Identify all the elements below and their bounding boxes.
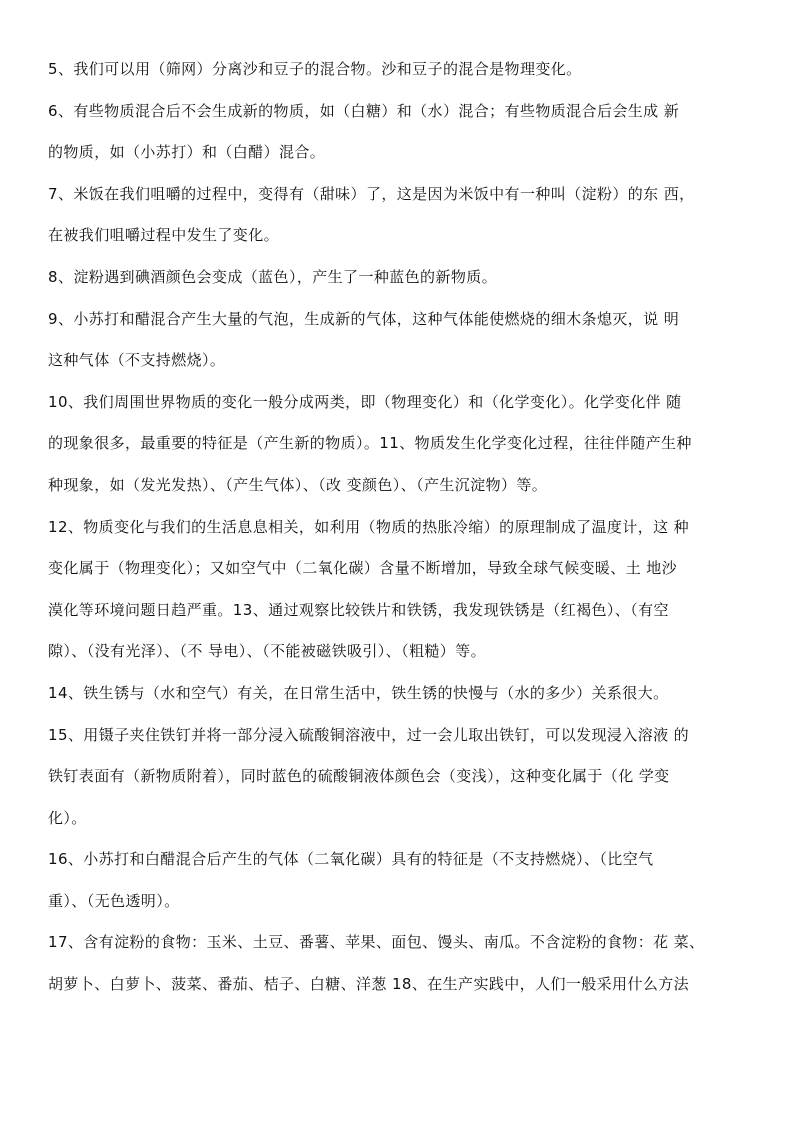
text-line: 重）、（无色透明）。 (48, 891, 180, 910)
text-line: 5、我们可以用（筛网）分离沙和豆子的混合物。沙和豆子的混合是物理变化。 (48, 60, 582, 78)
text-line: 16、小苏打和白醋混合后产生的气体（二氧化碳）具有的特征是（不支持燃烧）、（比空气 (48, 850, 654, 869)
text-line: 在被我们咀嚼过程中发生了变化。 (48, 226, 280, 245)
text-line: 8、淀粉遇到碘酒颜色会变成（蓝色），产生了一种蓝色的新物质。 (48, 267, 498, 286)
text-line: 6、有些物质混合后不会生成新的物质，如（白糖）和（水）混合；有些物质混合后会生成 新 (48, 101, 680, 120)
text-line: 7、米饭在我们咀嚼的过程中，变得有（甜味）了，这是因为米饭中有一种叫（淀粉）的东 西， (48, 184, 695, 203)
text-line: 化）。 (48, 808, 87, 827)
text-line: 的物质，如（小苏打）和（白醋）混合。 (48, 143, 326, 162)
text-line: 12、物质变化与我们的生活息息相关，如利用（物质的热胀冷缩）的原理制成了温度计，这 种 (48, 517, 690, 536)
text-line: 的现象很多，最重要的特征是（产生新的物质）。11、物质发生化学变化过程，往往伴随产生种 (48, 434, 692, 453)
text-line: 10、我们周围世界物质的变化一般分成两类，即（物理变化）和（化学变化）。化学变化伴 随 (48, 392, 682, 411)
text-line: 这种气体（不支持燃烧）。 (48, 351, 226, 370)
text-line: 种现象，如（发光发热）、（产生气体）、（改 变颜色）、（产生沉淀物）等。 (48, 475, 548, 494)
text-line: 胡萝卜、白萝卜、菠菜、番茄、桔子、白糖、洋葱 18、在生产实践中，人们一般采用什么方法 (48, 975, 690, 994)
text-line: 17、含有淀粉的食物：玉米、土豆、番薯、苹果、面包、馒头、南瓜。不含淀粉的食物：花 菜、 (48, 933, 705, 952)
text-line: 漠化等环境问题日趋严重。13、通过观察比较铁片和铁锈，我发现铁锈是（红褐色）、（有空 (48, 600, 669, 619)
text-line: 9、小苏打和醋混合产生大量的气泡，生成新的气体，这种气体能使燃烧的细木条熄灭，说 明 (48, 309, 680, 328)
text-line: 变化属于（物理变化）；又如空气中（二氧化碳）含量不断增加，导致全球气候变暖、土 地沙 (48, 559, 678, 578)
text-line: 铁钉表面有（新物质附着），同时蓝色的硫酸铜液体颜色会（变浅），这种变化属于（化 学变 (48, 767, 670, 786)
text-line: 14、铁生锈与（水和空气）有关，在日常生活中，铁生锈的快慢与（水的多少）关系很大。 (48, 683, 669, 702)
document-page (48, 55, 748, 1012)
text-line: 隙）、（没有光泽）、（不 导电）、（不能被磁铁吸引）、（粗糙）等。 (48, 642, 486, 661)
text-line: 15、用镊子夹住铁钉并将一部分浸入硫酸铜溶液中，过一会儿取出铁钉，可以发现浸入溶液 的 (48, 725, 690, 744)
